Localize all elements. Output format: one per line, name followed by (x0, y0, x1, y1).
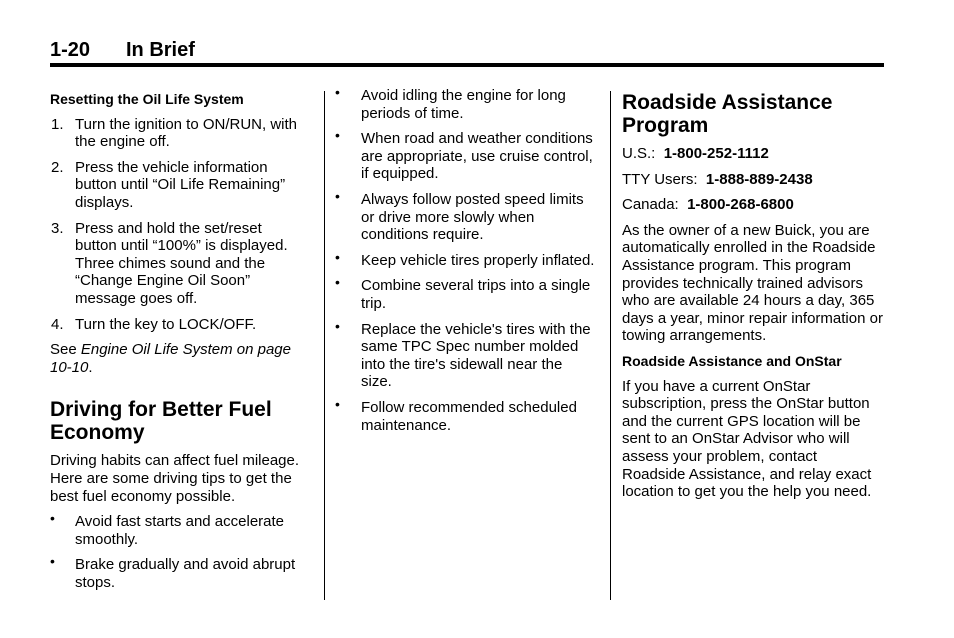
bullet-text: Avoid idling the engine for long periods of time. (361, 87, 566, 122)
us-phone-line (622, 145, 884, 163)
bullet-icon: • (335, 248, 340, 265)
bullet-text: Keep vehicle tires properly inflated. (361, 251, 595, 269)
list-item (335, 84, 597, 122)
step-number: 1. (51, 115, 64, 133)
oil-life-subheading: Resetting the Oil Life System (50, 91, 244, 107)
list-item (50, 510, 306, 548)
list-item (335, 317, 597, 391)
tty-phone-line (622, 171, 884, 189)
column-right (622, 91, 884, 509)
list-item (50, 116, 306, 151)
list-item (335, 248, 597, 270)
page-number: 1-20 (50, 39, 91, 61)
step-text: Press the vehicle information button until “Oil Life Remaining” displays. (75, 158, 286, 211)
bullet-text: Combine several trips into a single trip. (361, 277, 591, 312)
see-reference (50, 341, 306, 376)
step-number: 4. (51, 315, 64, 333)
list-item (50, 316, 306, 334)
bullet-icon: • (335, 274, 340, 291)
fuel-economy-heading: Driving for Better Fuel Economy (50, 398, 272, 445)
header-rule (50, 63, 884, 67)
step-text: Turn the ignition to ON/RUN, with the engine off. (75, 115, 298, 151)
tty-label: TTY Users: (622, 170, 698, 188)
tty-phone: 1-888-889-2438 (705, 170, 813, 188)
fuel-intro: Driving habits can affect fuel mileage. Here are some driving tips to get the best fuel economy possible. (50, 452, 300, 505)
list-item (335, 274, 597, 312)
see-prefix: See (50, 341, 81, 359)
list-item (335, 395, 597, 434)
canada-phone-line (622, 196, 884, 214)
roadside-heading: Roadside Assistance Program (622, 91, 833, 137)
column-left (50, 91, 306, 599)
bullet-icon: • (335, 317, 340, 334)
onstar-body: If you have a current OnStar subscription, press the OnStar button and the current GPS location will be sent to an OnStar Advisor who will assess your problem, contact Roadside Assistance, and relay exact location to get you the help you need. (622, 377, 872, 501)
bullet-text: Replace the vehicle's tires with the same TPC Spec number molded into the tire's sidewall near the size. (361, 320, 591, 391)
roadside-body: As the owner of a new Buick, you are automatically enrolled in the Roadside Assistance program. This program provides technically trained advisors who are available 24 hours a day, 365 days a year, minor repair information or towing arrangements. (622, 221, 883, 345)
bullet-icon: • (335, 84, 340, 100)
step-number: 3. (51, 219, 64, 237)
bullet-icon: • (50, 510, 55, 527)
onstar-subheading: Roadside Assistance and OnStar (622, 352, 842, 369)
canada-phone: 1-800-268-6800 (687, 196, 794, 214)
see-suffix: . (88, 358, 93, 376)
column-divider (324, 91, 325, 600)
column-middle (335, 84, 597, 442)
step-text: Press and hold the set/reset button until “100%” is displayed. Three chimes sound and the “Change Engine Oil Soon” message goes off. (75, 219, 288, 307)
step-text: Turn the key to LOCK/OFF. (75, 315, 257, 333)
cross-reference-link[interactable]: Engine Oil Life System on page 10-10 (50, 341, 291, 376)
bullet-text: When road and weather conditions are appropriate, use cruise control, if equipped. (361, 130, 593, 183)
list-item (335, 187, 597, 244)
bullet-text: Follow recommended scheduled maintenance. (361, 398, 577, 434)
section-title: In Brief (126, 39, 195, 61)
bullet-icon: • (335, 187, 340, 204)
list-item (50, 553, 306, 591)
bullet-icon: • (50, 553, 55, 570)
step-number: 2. (51, 158, 64, 176)
bullet-text: Avoid fast starts and accelerate smoothly. (75, 513, 285, 548)
bullet-icon: • (335, 127, 340, 144)
us-label: U.S.: (622, 145, 656, 162)
bullet-text: Brake gradually and avoid abrupt stops. (75, 556, 296, 591)
bullet-icon: • (335, 395, 340, 412)
list-item (335, 127, 597, 183)
column-divider (610, 91, 611, 600)
list-item (50, 159, 306, 212)
us-phone: 1-800-252-1112 (663, 145, 769, 162)
canada-label: Canada: (622, 196, 679, 214)
list-item (50, 220, 306, 308)
bullet-text: Always follow posted speed limits or drive more slowly when conditions require. (361, 190, 584, 244)
